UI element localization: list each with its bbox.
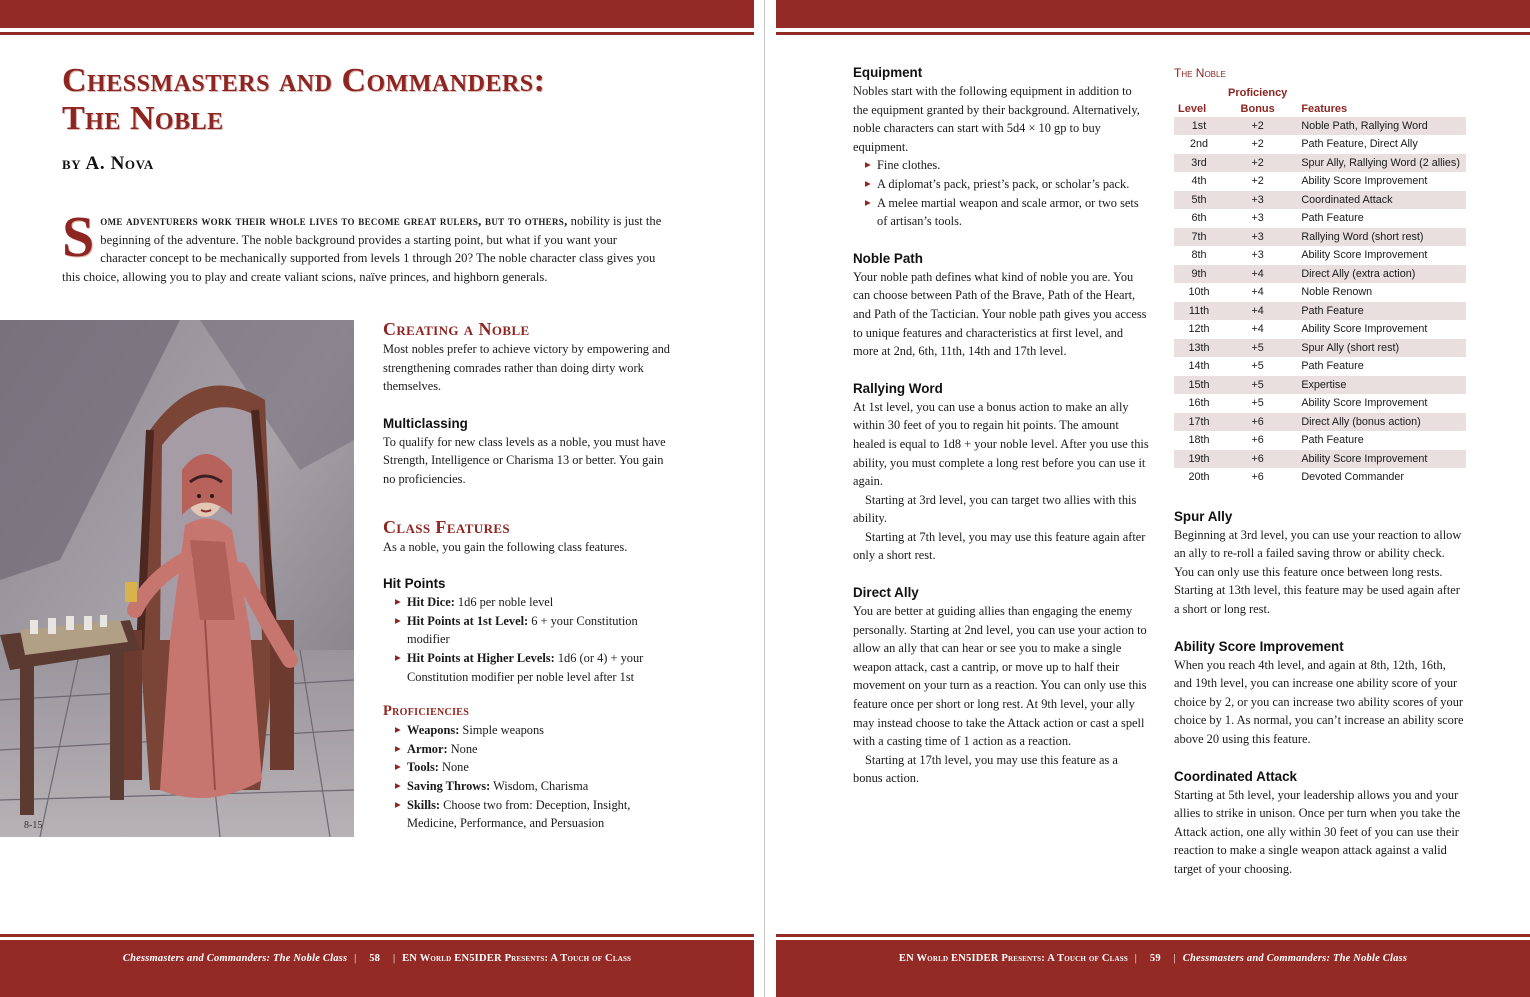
list-item: ▶ Saving Throws: Wisdom, Charisma bbox=[407, 777, 673, 796]
creating-heading: Creating a Noble bbox=[383, 319, 530, 339]
list-item: ▶ Fine clothes. bbox=[877, 156, 1149, 175]
noble-path-heading: Noble Path bbox=[853, 250, 923, 266]
cell-level: 1st bbox=[1174, 117, 1224, 136]
cell-bonus: +2 bbox=[1224, 117, 1291, 136]
table-row bbox=[1174, 413, 1466, 432]
class-features-heading: Class Features bbox=[383, 516, 511, 537]
list-item: ▶ Hit Points at Higher Levels: 1d6 (or 4) + your Constitution modifier per noble level after 1st bbox=[407, 649, 673, 686]
list-item: ▶ Tools: None bbox=[407, 758, 673, 777]
cell-features: Devoted Commander bbox=[1301, 471, 1404, 484]
cell-bonus: +4 bbox=[1224, 265, 1291, 284]
intro-text: nobility is just the beginning of the adventure. The noble background provides a starting point, but what if you want your character concept to be mechanically supported from levels 1 through 20? The noble character class gives you this choice, allowing you to play and create valiant scions, naïve princes, and highborn generals. bbox=[62, 214, 662, 284]
cell-features: Noble Renown bbox=[1301, 286, 1373, 299]
cell-bonus: +4 bbox=[1251, 323, 1264, 336]
cell-level: 7th bbox=[1174, 228, 1224, 247]
spur-ally-text: Beginning at 3rd level, you can use your reaction to allow an ally to re-roll a failed saving throw or ability check. You can only use this feature once between long rests. Starting at 13th level, this feature may be used again after a short or long rest. bbox=[1174, 527, 1462, 616]
cell-features: Ability Score Improvement bbox=[1301, 397, 1428, 410]
cell-level: 10th bbox=[1188, 286, 1210, 299]
table-title: The Noble bbox=[1174, 66, 1226, 80]
table-row bbox=[1174, 431, 1466, 450]
bottom-band bbox=[0, 940, 754, 997]
cell-level: 17th bbox=[1174, 413, 1224, 432]
multiclassing-text: To qualify for new class levels as a noble, you must have Strength, Intelligence or Charisma 13 or better. You gain no proficiencies. bbox=[383, 434, 666, 486]
cell-bonus: +6 bbox=[1251, 471, 1264, 484]
cell-bonus: +6 bbox=[1224, 413, 1291, 432]
table-row bbox=[1174, 357, 1466, 376]
table-row bbox=[1174, 154, 1466, 173]
right-column-2 bbox=[1174, 64, 1466, 879]
direct-ally-p1: You are better at guiding allies than engaging the enemy personally. Starting at 2nd level, you can use your action to allow an ally that can hear or see you to make a single weapon attack, cast a cantrip, or move up to half their movement on your turn as a reaction. You can only use this feature once per short or long rest. At 9th level, your ally may instead choose to take the Attack action or cast a spell with a casting time of 1 action as a reaction. bbox=[853, 604, 1147, 749]
noble-illustration bbox=[0, 320, 354, 837]
page-title bbox=[62, 62, 702, 138]
table-row bbox=[1174, 339, 1466, 358]
hit-points-list bbox=[383, 593, 673, 686]
title-line-2: The Noble bbox=[62, 100, 224, 137]
list-item: ▶ Skills: Choose two from: Deception, Insight, Medicine, Performance, and Persuasion bbox=[407, 796, 673, 833]
cell-bonus: +6 bbox=[1251, 434, 1264, 447]
table-row bbox=[1174, 320, 1466, 339]
cell-level: 2nd bbox=[1189, 138, 1208, 151]
direct-ally-p2: Starting at 17th level, you may use this feature as a bonus action. bbox=[853, 752, 1118, 786]
asi-heading: Ability Score Improvement bbox=[1174, 638, 1344, 654]
list-item: ▶ Hit Points at 1st Level: 6 + your Constitution modifier bbox=[407, 612, 673, 649]
bottom-band bbox=[776, 940, 1530, 997]
table-row bbox=[1174, 376, 1466, 395]
cell-level: 11th bbox=[1174, 302, 1224, 321]
bottom-rule bbox=[776, 934, 1530, 937]
hit-points-heading: Hit Points bbox=[383, 576, 446, 592]
proficiencies-list bbox=[383, 721, 673, 833]
table-row bbox=[1174, 265, 1466, 284]
top-band bbox=[776, 0, 1530, 28]
cell-level: 8th bbox=[1191, 249, 1207, 262]
table-row bbox=[1174, 394, 1466, 413]
cell-features: Ability Score Improvement bbox=[1301, 249, 1428, 262]
cell-level: 6th bbox=[1191, 212, 1207, 225]
footer-title: Chessmasters and Commanders: The Noble Class bbox=[122, 953, 348, 964]
intro-paragraph bbox=[62, 204, 662, 286]
cell-bonus: +3 bbox=[1251, 249, 1264, 262]
coordinated-attack-heading: Coordinated Attack bbox=[1174, 768, 1298, 784]
cell-bonus: +5 bbox=[1224, 376, 1291, 395]
cell-level: 3rd bbox=[1174, 154, 1224, 173]
cell-bonus: +4 bbox=[1224, 302, 1291, 321]
byline: by A. Nova bbox=[62, 153, 154, 174]
cell-features: Spur Ally, Rallying Word (2 allies) bbox=[1291, 154, 1466, 173]
title-line-1: Chessmasters and Commanders: bbox=[62, 62, 546, 99]
proficiencies-heading: Proficiencies bbox=[383, 703, 470, 720]
cell-bonus: +5 bbox=[1224, 339, 1291, 358]
class-features-text: As a noble, you gain the following class features. bbox=[383, 539, 628, 554]
cell-bonus: +2 bbox=[1251, 138, 1264, 151]
cell-level: 20th bbox=[1188, 471, 1210, 484]
table-row bbox=[1174, 172, 1466, 191]
intro-lead: ome adventurers work their whole lives to become great rulers, but to others, bbox=[100, 214, 568, 228]
table-header-empty bbox=[1174, 85, 1224, 101]
cell-features: Path Feature bbox=[1291, 302, 1466, 321]
cell-features: Noble Path, Rallying Word bbox=[1291, 117, 1466, 136]
cell-bonus: +6 bbox=[1224, 450, 1291, 469]
table-header-proficiency: Proficiency bbox=[1228, 86, 1288, 99]
cell-features: Path Feature bbox=[1301, 360, 1364, 373]
table-row bbox=[1174, 302, 1466, 321]
rallying-word-heading: Rallying Word bbox=[853, 380, 943, 396]
equipment-heading: Equipment bbox=[853, 65, 923, 80]
rallying-word-p1: At 1st level, you can use a bonus action to make an ally within 30 feet of you to regain hit points. The amount healed is equal to 1d8 + your noble level. After you use this ability, you must complete a long rest before you can use it again. bbox=[853, 399, 1149, 489]
rallying-word-p3: Starting at 7th level, you may use this feature again after only a short rest. bbox=[853, 529, 1146, 563]
table-header-features: Features bbox=[1301, 102, 1348, 115]
cell-bonus: +3 bbox=[1251, 212, 1264, 225]
noble-level-table bbox=[1174, 85, 1466, 487]
footer-title: Chessmasters and Commanders: The Noble Class bbox=[1182, 953, 1408, 964]
list-item: ▶ Hit Dice: 1d6 per noble level bbox=[407, 593, 673, 612]
table-row bbox=[1174, 228, 1466, 247]
table-row bbox=[1174, 209, 1466, 228]
direct-ally-heading: Direct Ally bbox=[853, 585, 919, 601]
list-item: ▶ Weapons: Simple weapons bbox=[407, 721, 673, 740]
list-item: ▶ A melee martial weapon and scale armor, or two sets of artisan’s tools. bbox=[877, 194, 1149, 231]
table-row bbox=[1174, 283, 1466, 302]
cell-level: 9th bbox=[1174, 265, 1224, 284]
creating-text: Most nobles prefer to achieve victory by empowering and strengthening comrades rather than doing dirty work themselves. bbox=[383, 342, 670, 394]
cell-bonus: +3 bbox=[1224, 191, 1291, 210]
cell-bonus: +3 bbox=[1224, 228, 1291, 247]
list-item: ▶ A diplomat’s pack, priest’s pack, or scholar’s pack. bbox=[877, 175, 1149, 194]
cell-bonus: +5 bbox=[1251, 360, 1264, 373]
cell-level: 19th bbox=[1174, 450, 1224, 469]
cell-features: Ability Score Improvement bbox=[1301, 323, 1428, 336]
top-band bbox=[0, 0, 754, 28]
right-footer: EN World EN5IDER Presents: A Touch of Class | 59 | Chessmasters and Commanders: The Noble Class bbox=[898, 953, 1408, 964]
table-header-bonus: Bonus bbox=[1240, 102, 1275, 115]
bottom-rule bbox=[0, 934, 754, 937]
footer-series: EN World EN5IDER Presents: A Touch of Class bbox=[402, 953, 632, 964]
list-item: ▶ Armor: None bbox=[407, 740, 673, 759]
cell-features: Direct Ally (bonus action) bbox=[1291, 413, 1466, 432]
cell-level: 14th bbox=[1188, 360, 1210, 373]
multiclassing-heading: Multiclassing bbox=[383, 415, 468, 431]
top-rule bbox=[0, 32, 754, 35]
cell-features: Expertise bbox=[1291, 376, 1466, 395]
cell-features: Direct Ally (extra action) bbox=[1291, 265, 1466, 284]
table-row bbox=[1174, 468, 1466, 487]
page-number: 59 bbox=[1149, 953, 1161, 964]
cell-features: Ability Score Improvement bbox=[1291, 450, 1466, 469]
cell-level: 4th bbox=[1191, 175, 1207, 188]
rallying-word-p2: Starting at 3rd level, you can target two allies with this ability. bbox=[853, 492, 1137, 526]
cell-features: Coordinated Attack bbox=[1291, 191, 1466, 210]
table-row bbox=[1174, 117, 1466, 136]
cell-features: Rallying Word (short rest) bbox=[1291, 228, 1466, 247]
page-number: 58 bbox=[369, 953, 381, 964]
cell-level: 5th bbox=[1174, 191, 1224, 210]
cell-features: Path Feature bbox=[1301, 212, 1364, 225]
equipment-text: Nobles start with the following equipment in addition to the equipment granted by their background. Alternatively, noble characters can start with 5d4 × 10 gp to buy equipment. bbox=[853, 84, 1140, 154]
right-page bbox=[776, 0, 1530, 997]
table-row bbox=[1174, 135, 1466, 154]
cell-features: Path Feature, Direct Ally bbox=[1301, 138, 1418, 151]
equipment-list bbox=[853, 156, 1149, 230]
art-signature: 8-15 bbox=[24, 820, 43, 831]
cell-level: 13th bbox=[1174, 339, 1224, 358]
left-page bbox=[0, 0, 754, 997]
cell-bonus: +5 bbox=[1251, 397, 1264, 410]
asi-text: When you reach 4th level, and again at 8th, 12th, 16th, and 19th level, you can increase one ability score of your choice by 2, or you can increase two ability scores of your choice by 1. As normal, you can’t increase an ability score above 20 using this feature. bbox=[1174, 657, 1464, 746]
cell-level: 12th bbox=[1188, 323, 1210, 336]
table-row bbox=[1174, 450, 1466, 469]
spur-ally-heading: Spur Ally bbox=[1174, 508, 1233, 524]
cell-level: 16th bbox=[1188, 397, 1210, 410]
noble-path-text: Your noble path defines what kind of noble you are. You can choose between Path of the Brave, Path of the Heart, and Path of the Tactician. Your noble path gives you access to unique features and characteristics at first level, and more at 2nd, 6th, 11th, 14th and 17th level. bbox=[853, 269, 1147, 359]
cell-bonus: +2 bbox=[1251, 175, 1264, 188]
cell-bonus: +2 bbox=[1224, 154, 1291, 173]
cell-features: Path Feature bbox=[1301, 434, 1364, 447]
table-row bbox=[1174, 246, 1466, 265]
table-body bbox=[1174, 117, 1466, 487]
drop-cap: S bbox=[62, 204, 95, 269]
cell-features: Ability Score Improvement bbox=[1301, 175, 1428, 188]
cell-level: 18th bbox=[1188, 434, 1210, 447]
left-footer: Chessmasters and Commanders: The Noble Class | 58 | EN World EN5IDER Presents: A Touch of Class bbox=[122, 953, 632, 964]
cell-level: 15th bbox=[1174, 376, 1224, 395]
table-row bbox=[1174, 191, 1466, 210]
cell-features: Spur Ally (short rest) bbox=[1291, 339, 1466, 358]
left-column bbox=[383, 318, 673, 833]
coordinated-attack-text: Starting at 5th level, your leadership allows you and your allies to strike in unison. Once per turn when you take the Attack action, one ally within 30 feet of you can use their reaction to make a single weapon attack against a valid target of your choosing. bbox=[1174, 787, 1461, 876]
footer-series: EN World EN5IDER Presents: A Touch of Class bbox=[898, 953, 1128, 964]
table-header-level: Level bbox=[1178, 102, 1207, 115]
top-rule bbox=[776, 32, 1530, 35]
cell-bonus: +4 bbox=[1251, 286, 1264, 299]
right-column-1 bbox=[853, 63, 1149, 788]
page-gutter bbox=[754, 0, 776, 997]
